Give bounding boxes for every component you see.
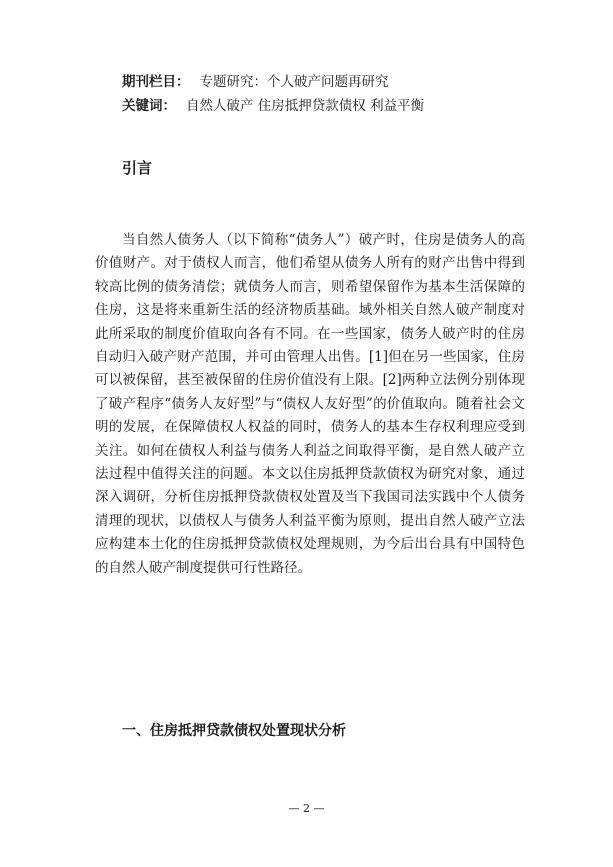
intro-paragraph: 当自然人债务人（以下简称“债务人”）破产时，住房是债务人的高价值财产。对于债权人而言，他们希望从债务人所有的财产出售中得到较高比例的债务清偿；就债务人而言，则希望保留作为基本生活保障的住房，这是将来重新生活的经济物质基础。域外相关自然人破产制度对此所采取的制度价值取向各有不同。在一些国家，债务人破产时的住房自动归入破产财产范围，并可由管理人出售。[1]但在另一些国家，住房可以被保留，甚至被保留的住房价值没有上限。[2]两种立法例分别体现了破产程序“债务人友好型”与“债权人友好型”的价值取向。随着社会文明的发展，在保障债权人权益的同时，债务人的基本生存权利理应受到关注。如何在债权人利益与债务人利益之间取得平衡，是自然人破产立法过程中值得关注的问题。本文以住房抵押贷款债权为研究对象，通过深入调研，分析住房抵押贷款债权处置及当下我国司法实践中个人债务清理的现状，以债权人与债务人利益平衡为原则，提出自然人破产立法应构建本土化的住房抵押贷款债权处理规则，为今后出台具有中国特色的自然人破产制度提供可行性路径。 xyxy=(95,232,525,576)
keywords-label: 关键词： xyxy=(122,98,176,114)
page-number: — 2 — xyxy=(288,802,325,815)
journal-column-label: 期刊栏目： xyxy=(122,74,190,90)
intro-heading: 引言 xyxy=(122,159,153,177)
keywords-value: 自然人破产 住房抵押贷款债权 利益平衡 xyxy=(186,98,425,114)
keywords-line xyxy=(122,96,424,116)
section-1-heading: 一、住房抵押贷款债权处置现状分析 xyxy=(122,723,346,739)
journal-column-line xyxy=(122,72,389,92)
journal-column-value: 专题研究：个人破产问题再研究 xyxy=(199,74,389,90)
